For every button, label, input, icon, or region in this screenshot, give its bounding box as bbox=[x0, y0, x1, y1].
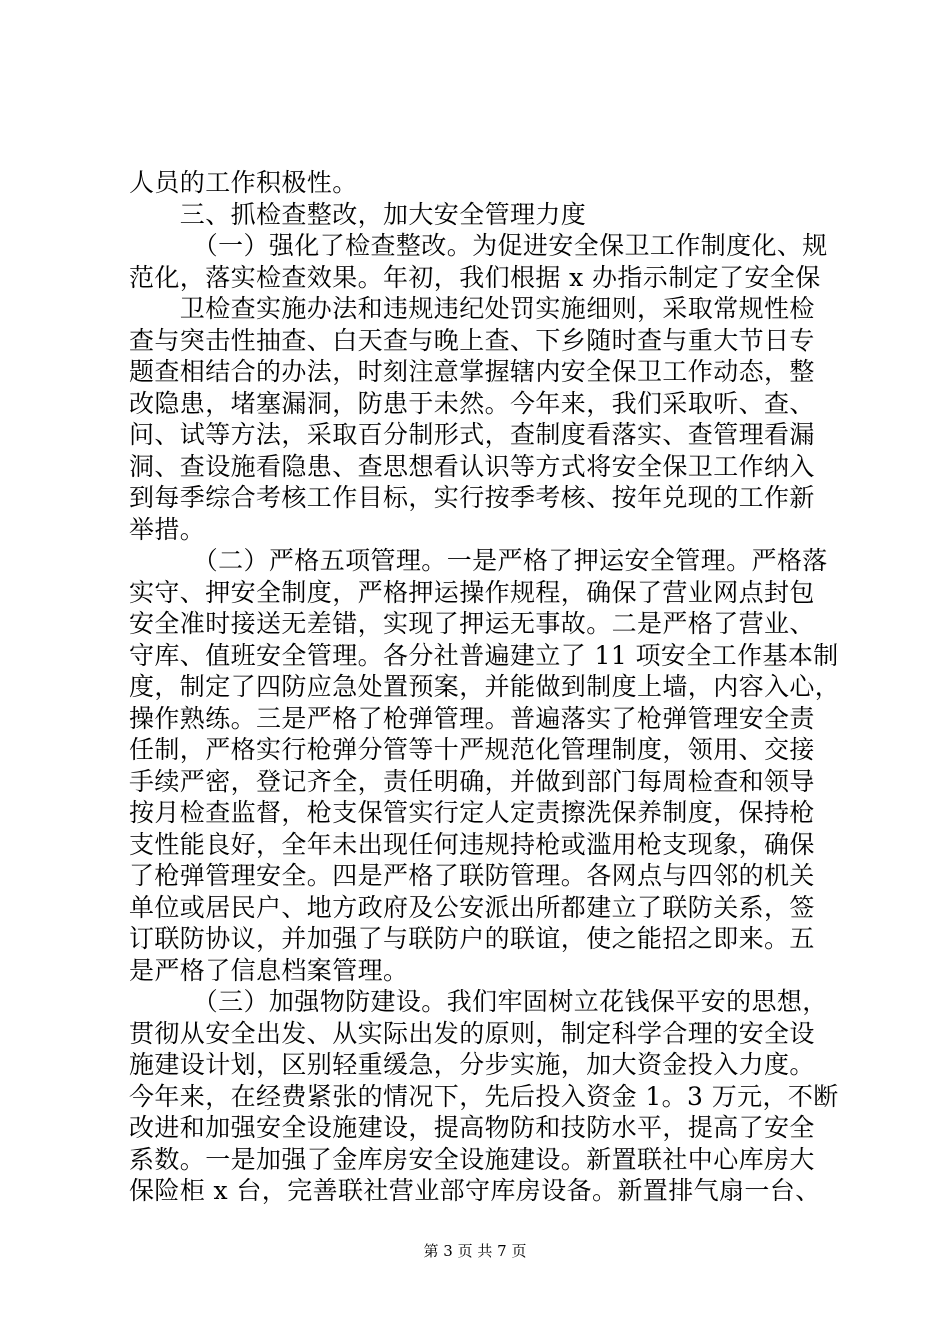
text-line: 操作熟练。三是严格了枪弹管理。普遍落实了枪弹管理安全责 bbox=[129, 703, 815, 733]
text-line: 守库、值班安全管理。各分社普遍建立了 11 项安全工作基本制 bbox=[129, 640, 839, 670]
text-line: 人员的工作积极性。 bbox=[129, 168, 358, 197]
text-line: 了枪弹管理安全。四是严格了联防管理。各网点与四邻的机关 bbox=[129, 861, 815, 890]
text-line: 施建设计划，区别轻重缓急，分步实施，加大资金投入力度。 bbox=[129, 1050, 815, 1079]
text-line: 问、试等方法，采取百分制形式，查制度看落实、查管理看漏 bbox=[129, 420, 815, 449]
text-line: 洞、查设施看隐患、查思想看认识等方式将安全保卫工作纳入 bbox=[129, 451, 815, 481]
text-line: 支性能良好，全年未出现任何违规持枪或滥用枪支现象，确保 bbox=[129, 829, 815, 859]
text-line: 题查相结合的办法，时刻注意掌握辖内安全保卫工作动态，整 bbox=[129, 357, 815, 386]
text-line: 改进和加强安全设施建设，提高物防和技防水平，提高了安全 bbox=[129, 1113, 815, 1142]
text-line: 实守、押安全制度，严格押运操作规程，确保了营业网点封包 bbox=[129, 577, 815, 607]
text-line: （二）严格五项管理。一是严格了押运安全管理。严格落 bbox=[129, 546, 828, 575]
section-heading: 三、抓检查整改，加大安全管理力度 bbox=[129, 199, 587, 229]
text-line: 单位或居民户、地方政府及公安派出所都建立了联防关系，签 bbox=[129, 892, 815, 922]
text-line: 任制，严格实行枪弹分管等十严规范化管理制度，领用、交接 bbox=[129, 735, 815, 764]
text-line: 查与突击性抽查、白天查与晚上查、下乡随时查与重大节日专 bbox=[129, 325, 815, 355]
text-line: 举措。 bbox=[129, 514, 206, 544]
text-line: 度，制定了四防应急处置预案，并能做到制度上墙，内容入心， bbox=[129, 672, 841, 701]
text-line: 安全准时接送无差错，实现了押运无事故。二是严格了营业、 bbox=[129, 609, 815, 638]
text-line: 按月检查监督，枪支保管实行定人定责擦洗保养制度，保持枪 bbox=[129, 798, 815, 827]
page-footer: 第 3 页 共 7 页 bbox=[423, 1242, 527, 1260]
text-line: 范化，落实检查效果。年初，我们根据 x 办指示制定了安全保 bbox=[129, 262, 821, 292]
text-line: （一）强化了检查整改。为促进安全保卫工作制度化、规 bbox=[129, 231, 828, 260]
text-line: 今年来，在经费紧张的情况下，先后投入资金 1。3 万元，不断 bbox=[129, 1081, 839, 1111]
text-line: 改隐患，堵塞漏洞，防患于未然。今年来，我们采取听、查、 bbox=[129, 388, 815, 418]
text-line: 手续严密，登记齐全，责任明确，并做到部门每周检查和领导 bbox=[129, 766, 815, 796]
text-line: 保险柜 x 台，完善联社营业部守库房设备。新置排气扇一台、 bbox=[129, 1176, 821, 1205]
text-line: 系数。一是加强了金库房安全设施建设。新置联社中心库房大 bbox=[129, 1144, 815, 1174]
text-line: 是严格了信息档案管理。 bbox=[129, 955, 409, 985]
text-line: 卫检查实施办法和违规违纪处罚实施细则，采取常规性检 bbox=[129, 294, 815, 323]
text-line: 贯彻从安全出发、从实际出发的原则，制定科学合理的安全设 bbox=[129, 1018, 815, 1048]
text-line: （三）加强物防建设。我们牢固树立花钱保平安的思想， bbox=[129, 987, 828, 1016]
text-line: 到每季综合考核工作目标，实行按季考核、按年兑现的工作新 bbox=[129, 483, 815, 512]
text-line: 订联防协议，并加强了与联防户的联谊，使之能招之即来。五 bbox=[129, 924, 815, 953]
